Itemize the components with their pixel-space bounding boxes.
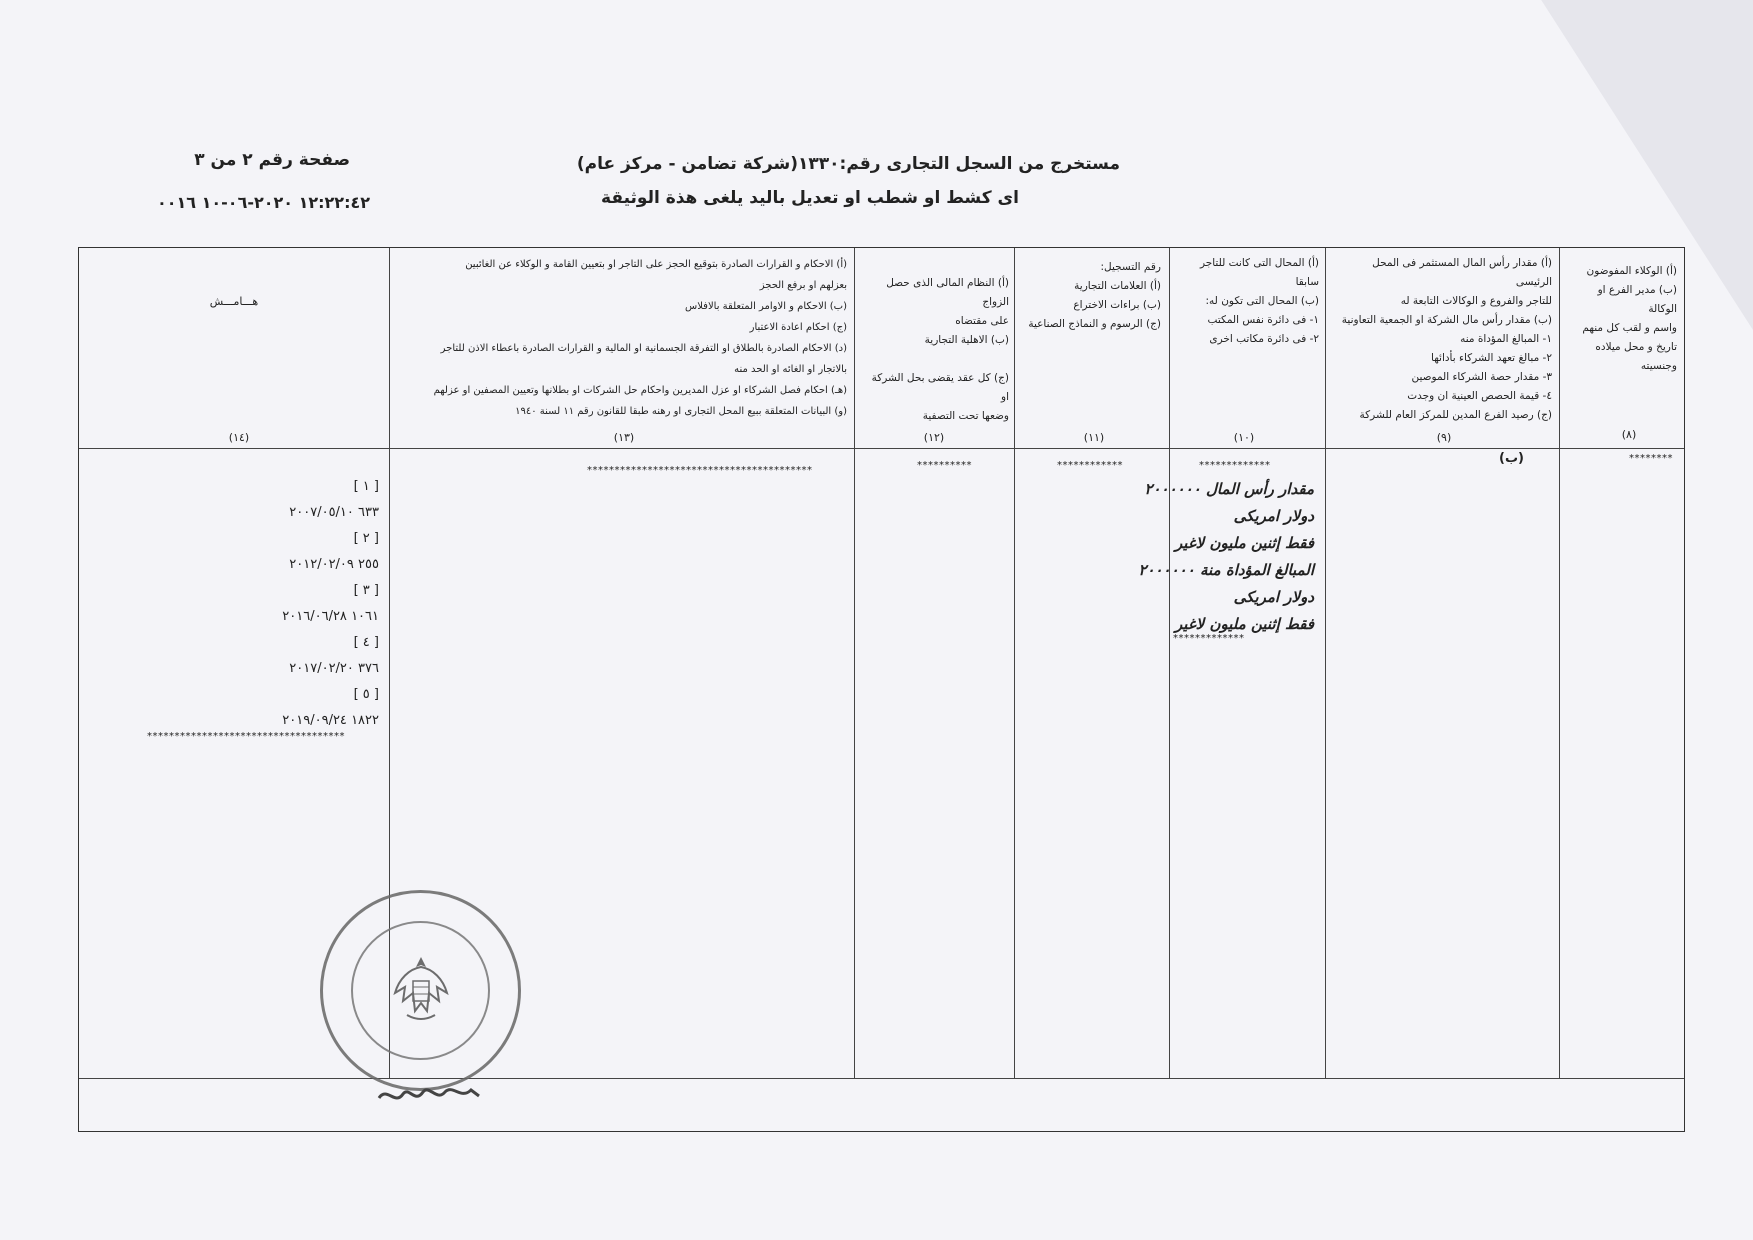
col10-header: (أ) المحال التى كانت للتاجر سابقا (ب) المحال التى تكون له: ١- فى دائرة نفس المكتب ٢- فى دائرة مكاتب اخرى — [1199, 257, 1319, 345]
eagle-emblem-icon — [391, 953, 451, 1028]
col-divider — [1325, 248, 1326, 1078]
col11-stars: ************ — [1057, 460, 1123, 471]
col11-header: رقم التسجيل: (أ) العلامات التجارية (ب) براءات الاختراع (ج) الرسوم و النماذج الصناعية — [1028, 261, 1161, 330]
col14-number: (١٤) — [228, 431, 250, 444]
amendment-entry: ٦٣٣ ٢٠٠٧/٠٥/١٠ — [289, 505, 379, 520]
col10-number: (١٠) — [1233, 431, 1255, 444]
col13-header: (أ) الاحكام و القرارات الصادرة بتوقيع الحجز على التاجر او بتعيين القامة و الوكلاء عن الغائبين بعزلهم او برفع الحجز (ب) الاحكام و الاوامر المتعلقة بالافلاس (ج) احكام اعادة الاعتبار (د) الاحكام الصادرة بالطلاق او التفرقة الجسمانية او المالية و القرارات الصادرة باعطاء الاذن للتاجر بالاتجار او الغائه او الحد منه (هـ) احكام فصل الشركاء او عزل المديرين واحكام حل الشركات او بطلانها وتعيين المصفين او عزلهم (و) البيانات المتعلقة ببيع المحل التجارى او رهنه طبقا للقانون رقم ١١ لسنة ١٩٤٠ — [433, 259, 847, 417]
col-divider — [1169, 248, 1170, 1078]
col14-stars: ************************************ — [147, 731, 345, 742]
col10-stars: ************* — [1199, 460, 1271, 471]
capital-line: مقدار رأس المال ٢٠٠٠٠٠٠ — [1144, 480, 1314, 498]
capital-line: دولار امريكى — [1233, 588, 1314, 606]
amendment-index: [ ٣ ] — [353, 583, 379, 598]
amendment-entry: ١٠٦١ ٢٠١٦/٠٦/٢٨ — [282, 609, 379, 624]
col9-header: (أ) مقدار رأس المال المستثمر فى المحل الرئيسى للتاجر والفروع و الوكالات التابعة له (ب) مقدار رأس مال الشركة او الجمعية التعاونية ١- المبالغ المؤداة منه ٢- مبالغ تعهد الشركاء بأدائها ٣- مقدار حصة الشركاء الموصين ٤- قيمة الحصص العينية ان وجدت (ج) رصيد الفرع المدين للمركز العام للشركة — [1341, 257, 1552, 421]
col13-number: (١٣) — [613, 431, 635, 444]
official-seal — [320, 890, 521, 1091]
amendment-index: [ ٢ ] — [353, 531, 379, 546]
col9-number: (٩) — [1436, 431, 1452, 444]
col12-number: (١٢) — [923, 431, 945, 444]
amendment-entry: ١٨٢٢ ٢٠١٩/٠٩/٢٤ — [282, 713, 379, 728]
amendment-entry: ٣٧٦ ٢٠١٧/٠٢/٢٠ — [289, 661, 379, 676]
col8-header: (أ) الوكلاء المفوضون (ب) مدير الفرع او الوكالة واسم و لقب كل منهم تاريخ و محل ميلاده وجنسيته — [1582, 265, 1677, 372]
col11-number: (١١) — [1083, 431, 1105, 444]
amendment-index: [ ٥ ] — [353, 687, 379, 702]
capital-line: المبالغ المؤداة منة ٢٠٠٠٠٠٠ — [1138, 561, 1314, 579]
capital-details — [1079, 476, 1314, 638]
register-table — [78, 247, 1685, 1132]
seal-inner-ring — [351, 921, 490, 1060]
capital-stars: ************* — [1173, 633, 1245, 644]
document-title: مستخرج من السجل التجارى رقم:١٣٣٠(شركة تضامن - مركز عام) — [576, 154, 1120, 174]
footer-divider — [79, 1078, 1684, 1079]
col-divider — [854, 248, 855, 1078]
col8-stars: ******** — [1629, 453, 1673, 464]
amendment-entry: ٢٥٥ ٢٠١٢/٠٢/٠٩ — [289, 557, 379, 572]
capital-line: فقط إثنين مليون لاغير — [1175, 615, 1314, 633]
handwritten-signature — [375, 1080, 485, 1110]
col9-label-b: (ب) — [1499, 451, 1524, 466]
col8-number: (٨) — [1621, 428, 1637, 441]
col12-stars: ********** — [917, 460, 972, 471]
col13-stars: ***************************************** — [587, 465, 813, 476]
amendment-index: [ ١ ] — [353, 479, 379, 494]
col-divider — [1559, 248, 1560, 1078]
col12-header: (أ) النظام المالى الذى حصل الزواج على مقتضاه (ب) الاهلية التجارية (ج) كل عقد يقضى بحل الشركة او وضعها تحت التصفية — [871, 277, 1009, 422]
col14-header: هـــامـــش — [209, 295, 259, 308]
capital-line: فقط إثنين مليون لاغير — [1175, 534, 1314, 552]
timestamp: ١٢:٢٢:٤٢ ٢٠٢٠-٠٦-١٠ ٠٠١٦ — [156, 193, 370, 212]
header-divider — [79, 448, 1684, 449]
amendment-index: [ ٤ ] — [353, 635, 379, 650]
capital-line: دولار امريكى — [1233, 507, 1314, 525]
document-warning: اى كشط او شطب او تعديل باليد يلغى هذة الوثيقة — [601, 188, 1019, 208]
amendments-list — [209, 474, 379, 734]
col-divider — [1014, 248, 1015, 1078]
page-number: صفحة رقم ٢ من ٣ — [194, 150, 350, 170]
